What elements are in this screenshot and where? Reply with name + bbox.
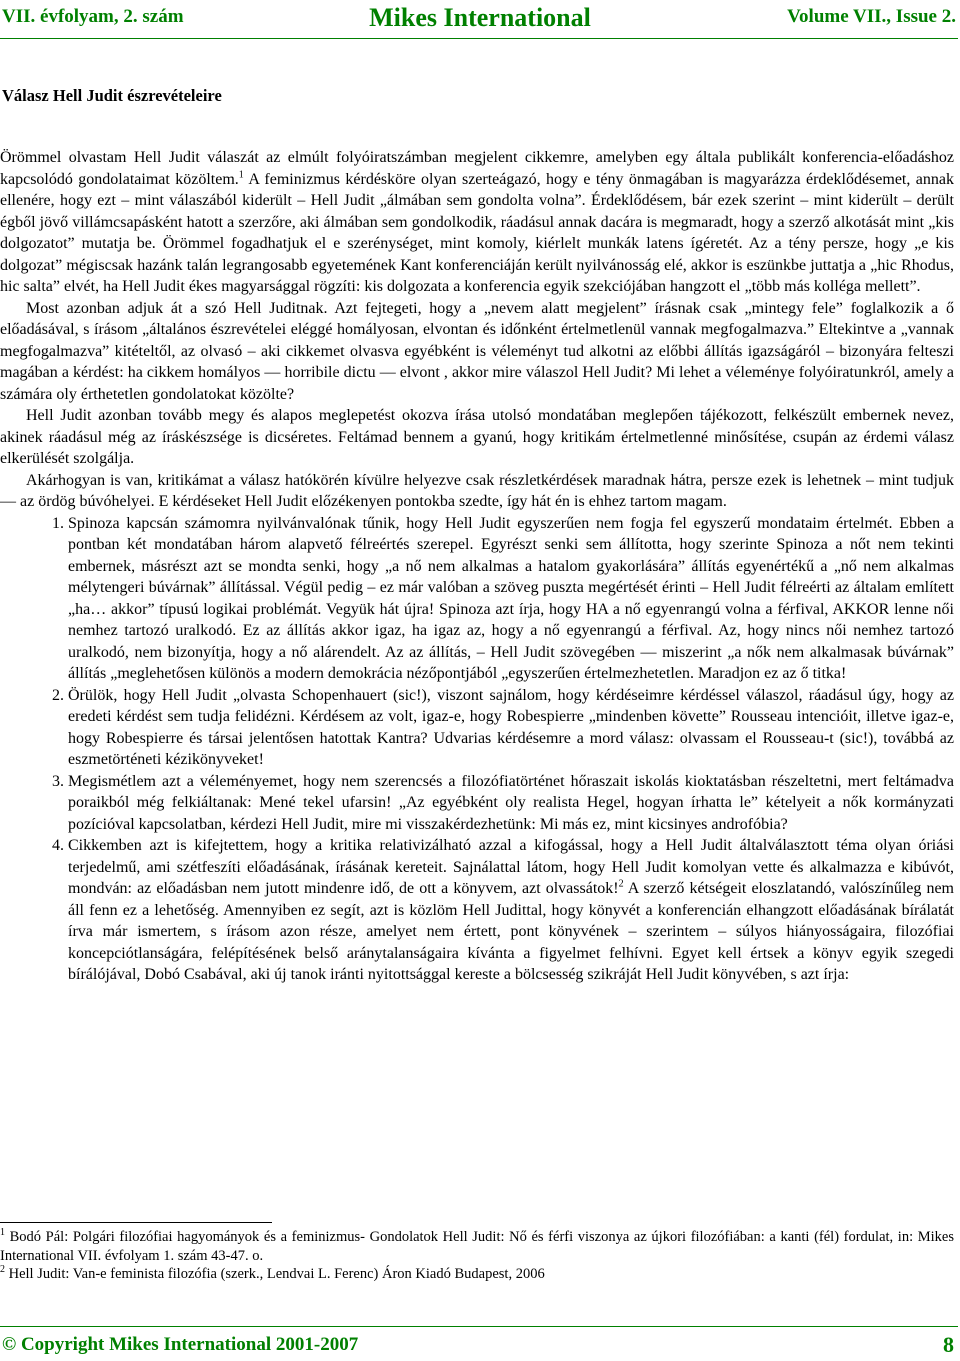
footnote-1-number: 1 [0,1227,5,1239]
header-issue-en: Volume VII., Issue 2. [787,6,956,27]
article-body [0,147,954,986]
paragraph-2: Most azonban adjuk át a szó Hell Juditnak. Azt fejtegeti, hogy a „nevem alatt megjelent” írásnak csak „mintegy fele” foglalkozik a ő előadásával, s írásom „általános észrevételei eléggé homályosan, elvontan és időnként értelmetlenül vannak megfogalmazva.” Eltekintve a „vannak megfogalmazva” kitételtől, az olvasó – aki cikkemet olvasva egyébként is véleményt tud alkotni az előbbi állítás igazságáról – bizonyára felteszi magában a kérdést: ha cikkem homályos — horribile dictu — elvont , akkor mire válaszol Hell Judit? Mi lehet a véleménye folyóiratunkról, amely a számára oly érthetetlen gondolatokat közölte? [0,299,954,403]
footnote-ref-2[interactable]: 2 [618,878,624,890]
paragraph-1 [0,147,954,298]
paragraph-1-text-b: A feminizmus kérdésköre olyan szerteágazó, hogy e tény önmagában is magyarázza érdeklődésemet, annak ellenére, hogy ezt – mint válaszából kiderült – Hell Judit „álmában sem gondolta volna”. Érdeklődésem, bár ezek szerint – mint kiderült – derült égből jövő villámcsapásként hatott a szerzőre, aki álmában sem gondolkodik, ráadásul annak dacára is megmaradt, hogy a szerző alkotását mint „kis dolgozatot” mutatja be. Örömmel fogadhatjuk el e szerénységet, mint komoly, kiérlelt munkák latens ígéretét. Az a tény persze, hogy „e kis dolgozat” mégiscsak hazánk talán legrangosabb egyetemének Kant konferenciáján került nyilvánosság elé, akkor is eszünkbe juttatja a „hic Rhodus, hic salta” elvét, ha Hell Judit ékes magyarsággal rögzíti: kis dolgozata a konferencia egyik szekciójában hangzott el „több más kolléga mellett”. [0,170,954,295]
footnote-ref-1[interactable]: 1 [238,169,244,181]
header-journal-title: Mikes International [369,3,591,32]
page-number: 8 [943,1332,954,1357]
list-item-4-text-a: Cikkemben azt is kifejtettem, hogy a kritika relativizálható azzal a kifogással, hogy a Hell Judit általválasztott téma olyan óriási terjedelmű, ami szétfeszíti előadásának, írásának kereteit. Sajnálattal látom, hogy Hell Judit komolyan vette és alkalmazza e kibúvót, mondván: az előadásban nem jutott mindenre idő, de ott a könyvem, azt olvassátok! [68,837,954,897]
footnotes [0,1228,954,1284]
header-issue-hu: VII. évfolyam, 2. szám [2,6,184,27]
footnote-2-number: 2 [0,1264,5,1276]
page-header [0,0,960,44]
footnote-1 [0,1228,954,1265]
article-title: Válasz Hell Judit észrevételeire [2,86,222,105]
footnote-divider [0,1222,272,1223]
list-item-4 [68,835,954,986]
list-item-4-text-b: A szerző kétségeit eloszlatandó, valószínűleg nem áll fenn ez a lehetőség. Amennyiben ez segít, azt is közlöm Hell Judittal, hogy könyvét a konferencián elhangzott előadásának bírálatát írva már ismertem, s írásom azon része, amelyet nem értett, pont könyvének – szerintem – súlyos hiányosságaira, filozófiai koncepciótlanságára, felépítésének belső aránytalanságaira kívánta a figyelmet felhívni. Egyet kell értsek a könyv egyik szegedi bírálójával, Dobó Csabával, aki új tanok iránti nyitottsággal kereste a bölcsesség szikráját Hell Judit könyvében, s azt írja: [68,880,954,983]
numbered-list [0,513,954,986]
paragraph-4: Akárhogyan is van, kritikámat a válasz hatókörén kívülre helyezve csak részletkérdések maradnak hátra, persze ezek is lehetnek – mint tudjuk — az ördög búvóhelyei. E kérdéseket Hell Judit előzékenyen pontokba szedte, így hát én is ehhez tartom magam. [0,471,954,510]
header-divider [0,38,958,39]
footnote-2 [0,1265,954,1284]
footnote-2-text: Hell Judit: Van-e feminista filozófia (szerk., Lendvai L. Ferenc) Áron Kiadó Budapest, 2006 [5,1266,545,1282]
footnote-1-text: Bodó Pál: Polgári filozófiai hagyományok és a feminizmus- Gondolatok Hell Judit: Nő és férfi viszonya az újkori filozófiában: a kanti (fél) fordulat, in: Mikes International VII. évfolyam 1. szám 43-47. o. [0,1229,954,1264]
list-item-3: 3. Megismétlem azt a véleményemet, hogy nem szerencsés a filozófiatörténet hőraszait iskolás kioktatásban részeltetni, mert feltámadva poraikból még felkiáltanak: Mené tekel ufarsin! „Az egyébként oly realista Hegel, hogyan írhatta le” kételyeit a nők kormányzati pozícióval kapcsolatban, kérdezi Hell Judit, mire mi visszakérdezhetünk: Mi más ez, mint kicsinyes androfóbia? [68,771,954,836]
footer-divider [0,1326,958,1327]
paragraph-1-text-a: Örömmel olvastam Hell Judit válaszát az elmúlt folyóiratszámban megjelent cikkemre, amelyben egy általa publikált konferencia-előadáshoz kapcsolódó gondolataimat közöltem. [0,149,954,188]
list-item-2: 2. Örülök, hogy Hell Judit „olvasta Schopenhauert (sic!), viszont sajnálom, hogy kérdéseimre kérdéssel válaszol, ráadásul úgy, hogy az eredeti kérdést sem tudja felidézni. Kérdésem az volt, igaz-e, hogy Robespierre „mindenben követte” Rousseau intencióit, illetve igaz-e, hogy Robespierre és társai jelentősen hatottak Kantra? Udvarias kérdésemre a mord válasz: olvassam el Rousseau-t (sic!), továbbá az eszmetörténeti kézikönyveket! [68,685,954,771]
paragraph-3: Hell Judit azonban tovább megy és alapos meglepetést okozva írása utolsó mondatában meglepően tájékozott, felkészült embernek nevez, akinek ráadásul még az íráskészsége is dicséretes. Feltámad bennem a gyanú, hogy kritikám értelmetlenné minősítése, csupán az érdemi válasz elkerülését szolgálja. [0,407,954,467]
list-item-1: 1. Spinoza kapcsán számomra nyilvánvalónak tűnik, hogy Hell Judit egyszerűen nem fogja fel egyszerű mondataim értelmét. Ebben a pontban két mondatában három alapvető félreértés szerepel. Egyrészt senki sem állította, hogy szerinte Spinoza a nőt nem tekinti embernek, másrészt azt se mondta senki, hogy „a nő nem alkalmas a hatalom gyakorlására” állítás egyenértékű a „nő nem alkalmas mélytengeri búvárnak” állítással. Végül pedig – ez már valóban a szöveg puszta megértését érinti – Hell Judit félreérti az általam említett „ha… akkor” típusú logikai problémát. Vegyük hát újra! Spinoza azt írja, hogy HA a nő egyenrangú volna a férfival, AKKOR lenne női nemhez tartozó uralkodó. Ez az állítás akkor igaz, ha igaz az, hogy a nő egyenrangú a férfival. Az, hogy nincs női nemhez tartozó uralkodó, nem bizonyítja, hogy a nő alárendelt. Az az állítás, – Hell Judit szövegében — miszerint „a nők nem alkalmasak búvárnak” állítás „meglehetősen különös a modern demokrácia nézőpontjából „egyszerűen értelmezhetetlen. Maradjon ez az ő titka! [68,513,954,685]
copyright-notice: © Copyright Mikes International 2001-2007 [2,1334,359,1355]
